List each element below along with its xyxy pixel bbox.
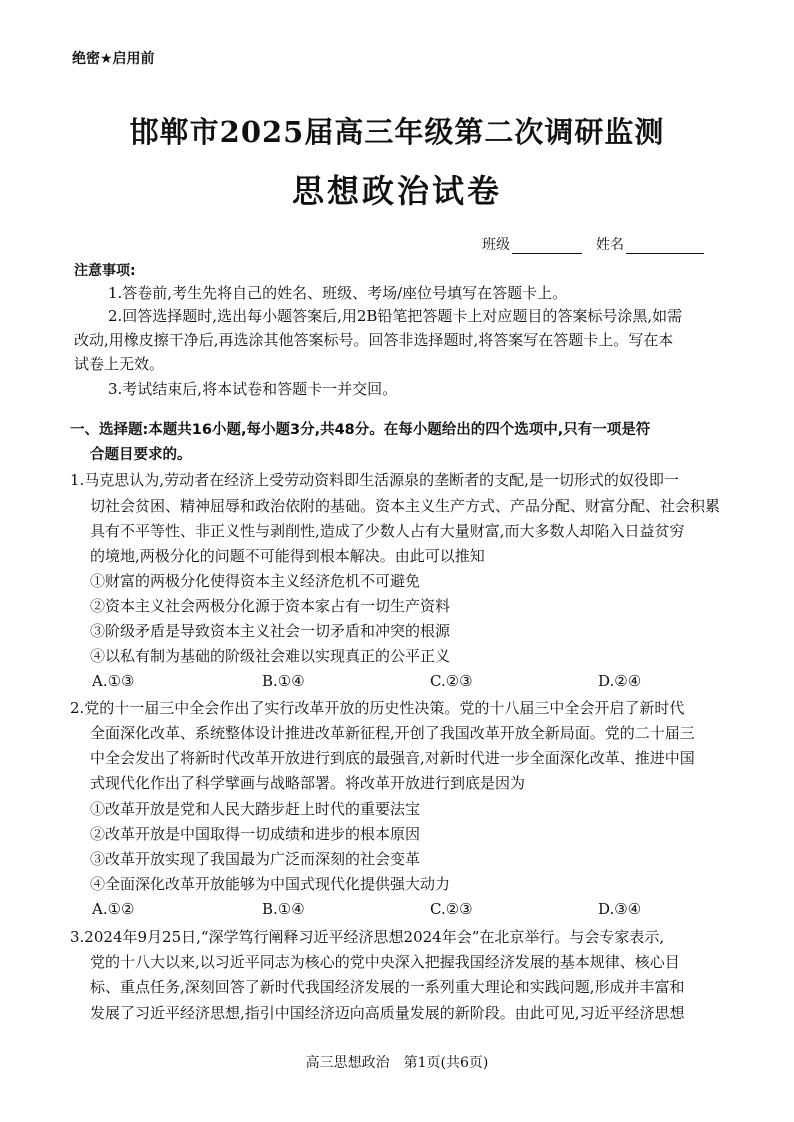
question-item: ②资本主义社会两极分化源于资本家占有一切生产资料 xyxy=(90,597,451,615)
notice-line: 1.答卷前,考生先将自己的姓名、班级、考场/座位号填写在答题卡上。 xyxy=(108,284,568,302)
question-stem: 1.马克思认为,劳动者在经济上受劳动资料即生活源泉的垄断者的支配,是一切形式的奴役即一 xyxy=(70,471,679,489)
notice-line: 试卷上无效。 xyxy=(74,355,165,373)
question-stem: 的境地,两极分化的问题不可能得到根本解决。由此可以推知 xyxy=(90,547,485,565)
option-c: C.②③ xyxy=(430,900,473,918)
notice-heading: 注意事项: xyxy=(74,263,136,279)
name-blank xyxy=(626,239,704,254)
notice-line: 3.考试结束后,将本试卷和答题卡一并交回。 xyxy=(108,380,398,398)
question-stem: 2.党的十一届三中全会作出了实行改革开放的历史性决策。党的十八届三中全会开启了新时代 xyxy=(70,699,685,717)
option-a: A.①③ xyxy=(92,672,135,690)
option-d: D.③④ xyxy=(598,900,642,918)
notice-line: 改动,用橡皮擦干净后,再选涂其他答案标号。回答非选择题时,将答案写在答题卡上。写在本 xyxy=(74,331,674,349)
question-stem: 党的十八大以来,以习近平同志为核心的党中央深入把握我国经济发展的基本规律、核心目 xyxy=(90,953,680,971)
section-heading-cont: 合题目要求的。 xyxy=(90,447,192,463)
question-stem: 发展了习近平经济思想,指引中国经济迈向高质量发展的新阶段。由此可见,习近平经济思想 xyxy=(90,1004,685,1022)
question-stem: 标、重点任务,深刻回答了新时代我国经济发展的一系列重大理论和实践问题,形成并丰富和 xyxy=(90,978,685,996)
question-item: ③改革开放实现了我国最为广泛而深刻的社会变革 xyxy=(90,850,421,868)
secret-label: 绝密★启用前 xyxy=(72,51,155,67)
question-item: ①财富的两极分化使得资本主义经济危机不可避免 xyxy=(90,572,421,590)
question-item: ②改革开放是中国取得一切成绩和进步的根本原因 xyxy=(90,825,421,843)
question-stem: 切社会贫困、精神屈辱和政治依附的基础。资本主义生产方式、产品分配、财富分配、社会积累 xyxy=(90,497,721,515)
section-heading: 一、选择题:本题共16小题,每小题3分,共48分。在每小题给出的四个选项中,只有一项是符 xyxy=(70,422,651,438)
question-item: ①改革开放是党和人民大踏步赶上时代的重要法宝 xyxy=(90,800,421,818)
option-b: B.①④ xyxy=(262,900,305,918)
page-footer: 高三思想政治 第1页(共6页) xyxy=(305,1055,489,1071)
question-item: ④以私有制为基础的阶级社会难以实现真正的公平正义 xyxy=(90,647,451,665)
exam-subtitle: 思想政治试卷 xyxy=(291,172,502,210)
option-b: B.①④ xyxy=(262,672,305,690)
question-stem: 式现代化作出了科学擘画与战略部署。将改革开放进行到底是因为 xyxy=(90,774,526,792)
option-c: C.②③ xyxy=(430,672,473,690)
name-label: 姓名 xyxy=(596,237,624,253)
class-blank xyxy=(512,239,582,254)
question-stem: 3.2024年9月25日,“深学笃行阐释习近平经济思想2024年会”在北京举行。与会专家表示, xyxy=(70,928,665,946)
question-item: ③阶级矛盾是导致资本主义社会一切矛盾和冲突的根源 xyxy=(90,622,451,640)
question-stem: 全面深化改革、系统整体设计推进改革新征程,开创了我国改革开放全新局面。党的二十届三 xyxy=(90,724,695,742)
student-info-fields xyxy=(482,234,704,254)
question-stem: 具有不平等性、非正义性与剥削性,造成了少数人占有大量财富,而大多数人却陷入日益贫穷 xyxy=(90,522,685,540)
question-stem: 中全会发出了将新时代改革开放进行到底的最强音,对新时代进一步全面深化改革、推进中国 xyxy=(90,749,695,767)
option-a: A.①② xyxy=(92,900,135,918)
exam-title: 邯郸市2025届高三年级第二次调研监测 xyxy=(129,115,665,149)
notice-line: 2.回答选择题时,选出每小题答案后,用2B铅笔把答题卡上对应题目的答案标号涂黑,如需 xyxy=(108,307,683,325)
question-item: ④全面深化改革开放能够为中国式现代化提供强大动力 xyxy=(90,875,451,893)
option-d: D.②④ xyxy=(598,672,642,690)
class-label: 班级 xyxy=(482,237,510,253)
